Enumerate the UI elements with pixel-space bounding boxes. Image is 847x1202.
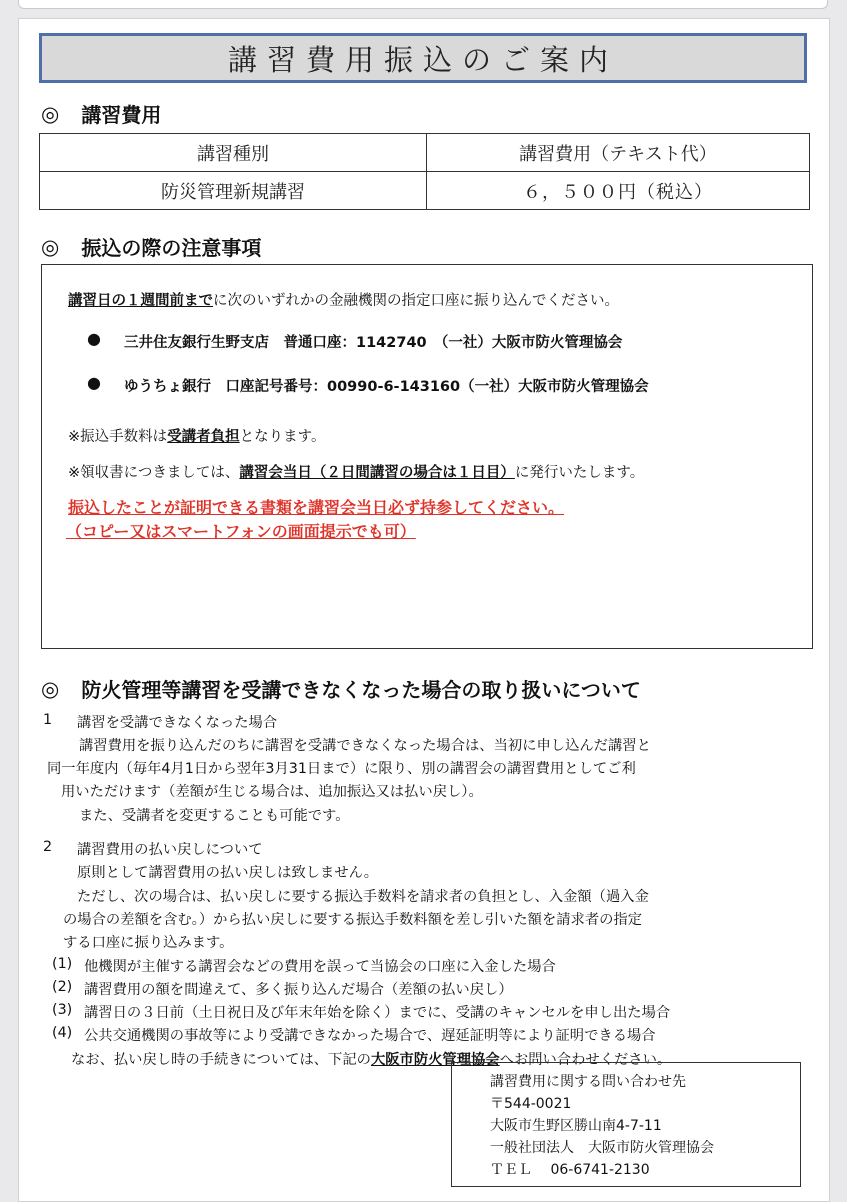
case-number: (2) [52,979,73,995]
notice-section-title: 振込の際の注意事項 [81,236,262,260]
case-text: 講習費用の額を間違えて、多く振り込んだ場合（差額の払い戻し） [84,982,513,998]
paragraph-line: の場合の差額を含む。）から払い戻しに要する振込手数料額を差し引いた額を請求者の指定 [63,912,643,928]
fee-section-heading [41,99,161,128]
deadline-text: に次のいずれかの金融機関の指定口座に振り込んでください。 [213,293,619,309]
double-circle-icon: ◎ [41,101,60,126]
case-text: 公共交通機関の事故等により受講できなかった場合で、遅延証明等により証明できる場合 [84,1028,656,1044]
double-circle-icon: ◎ [41,234,60,259]
table-header-cell: 講習種別 [40,134,427,172]
case-number: (4) [52,1025,73,1041]
contact-tel: ＴＥＬ 06-6741-2130 [490,1162,650,1178]
proof-warning-sub: （コピー又はスマートフォンの画面提示でも可） [66,522,416,541]
page-title: 講習費用振込のご案内 [39,33,807,83]
case-text: 他機関が主催する講習会などの費用を誤って当協会の口座に入金した場合 [84,959,556,975]
case-number: (3) [52,1002,73,1018]
receipt-text: ※領収書につきましては、 [68,465,240,481]
item-title: 講習費用の払い戻しについて [77,842,263,858]
receipt-note [68,461,644,482]
contact-postal: 〒544-0021 [490,1096,572,1112]
receipt-text: に発行いたします。 [514,465,645,481]
inquiry-text: へお問い合わせください。 [499,1052,672,1068]
deadline-emphasis: 講習日の１週間前まで [68,293,213,309]
item-number: 1 [43,712,53,728]
bank-account-yucho: ゆうちょ銀行 口座記号番号：00990-6-143160（一社）大阪市防火管理協会 [124,379,649,395]
paragraph-line: また、受講者を変更することも可能です。 [79,808,350,824]
bullet-icon: ● [87,373,101,392]
bullet-icon: ● [87,329,101,348]
table-cell: ６，５００円（税込） [427,172,810,210]
association-name: 大阪市防火管理協会 [370,1052,500,1068]
contact-address: 大阪市生野区勝山南4-7-11 [490,1118,662,1134]
fee-table [39,133,810,210]
receipt-emphasis: 講習会当日（２日間講習の場合は１日目） [239,465,515,481]
item-number: 2 [43,839,53,855]
bank-account-smbc: 三井住友銀行生野支店 普通口座：1142740 （一社）大阪市防火管理協会 [124,335,623,351]
case-text: 講習日の３日前（土日祝日及び年末年始を除く）までに、受講のキャンセルを申し出た場合 [84,1005,671,1021]
table-row [40,172,810,210]
cancel-section-heading [41,674,641,703]
proof-warning: 振込したことが証明できる書類を講習会当日必ず持参してください。 [68,498,565,517]
table-cell: 防災管理新規講習 [40,172,427,210]
paragraph-line: する口座に振り込みます。 [63,935,234,951]
fee-burden-note [68,425,326,446]
transfer-deadline-line [68,289,619,310]
contact-heading: 講習費用に関する問い合わせ先 [490,1074,686,1090]
fee-note-text: ※振込手数料は [68,429,168,445]
table-header-row [40,134,810,172]
notice-box [41,264,813,649]
contact-org: 一般社団法人 大阪市防火管理協会 [490,1140,714,1156]
document-page [18,18,830,1202]
paragraph-line: 原則として講習費用の払い戻しは致しません。 [77,865,379,881]
contact-box [451,1062,801,1187]
cancel-section-title: 防火管理等講習を受講できなくなった場合の取り扱いについて [81,678,641,702]
paragraph-line: 同一年度内（毎年4月1日から翌年3月31日まで）に限り、別の講習会の講習費用としてご利 [47,761,636,777]
paragraph-line: 講習費用を振り込んだのちに講習を受講できなくなった場合は、当初に申し込んだ講習と [79,738,651,754]
fee-note-text: となります。 [239,429,326,445]
fee-section-title: 講習費用 [81,103,162,127]
double-circle-icon: ◎ [41,676,60,701]
previous-page-edge [18,0,828,9]
notice-section-heading [41,232,261,261]
inquiry-text: なお、払い戻し時の手続きについては、下記の [71,1052,371,1068]
table-header-cell: 講習費用（テキスト代） [427,134,810,172]
paragraph-line: ただし、次の場合は、払い戻しに要する振込手数料を請求者の負担とし、入金額（過入金 [77,889,649,905]
paragraph-line: 用いただけます（差額が生じる場合は、追加振込又は払い戻し）。 [61,784,483,800]
item-title: 講習を受講できなくなった場合 [77,715,278,731]
fee-note-emphasis: 受講者負担 [167,429,240,445]
case-number: (1) [52,956,73,972]
